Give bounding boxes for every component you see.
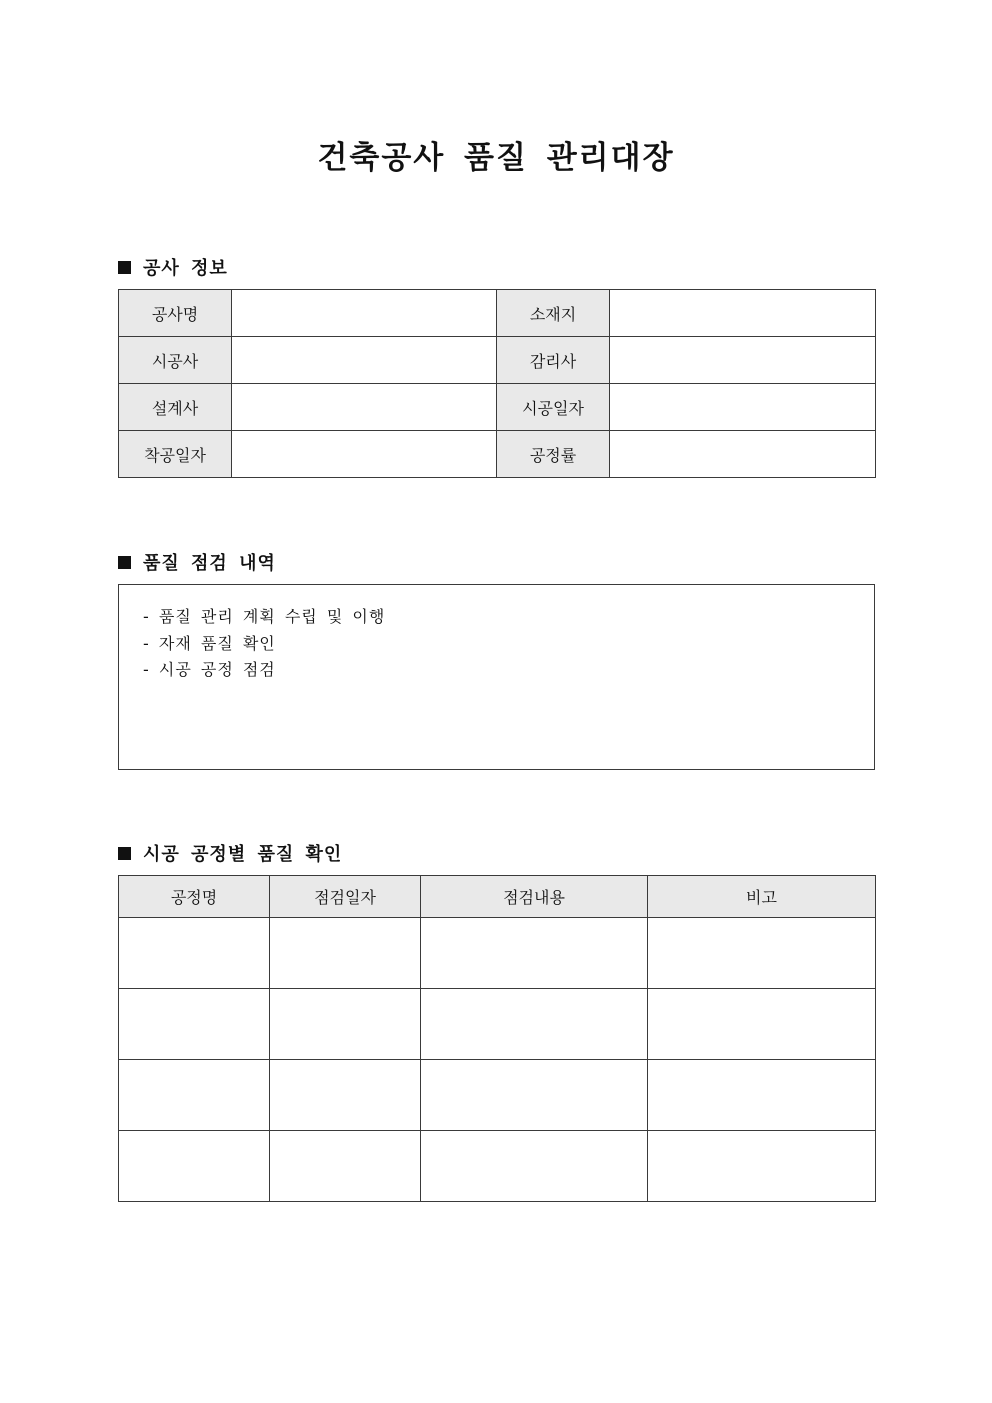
field-value-project-name[interactable] xyxy=(232,290,497,337)
table-cell[interactable] xyxy=(270,1060,421,1131)
square-bullet-icon xyxy=(118,847,131,860)
field-label-supervisor: 감리사 xyxy=(497,337,610,384)
section-heading-label: 시공 공정별 품질 확인 xyxy=(143,844,343,865)
table-row xyxy=(119,384,876,431)
field-label-construction-date: 시공일자 xyxy=(497,384,610,431)
column-header-check-content: 점검내용 xyxy=(421,876,648,918)
quality-check-box[interactable] xyxy=(118,584,875,770)
table-cell[interactable] xyxy=(421,918,648,989)
field-value-contractor[interactable] xyxy=(232,337,497,384)
field-label-start-date: 착공일자 xyxy=(119,431,232,478)
square-bullet-icon xyxy=(118,556,131,569)
field-value-designer[interactable] xyxy=(232,384,497,431)
table-cell[interactable] xyxy=(648,1131,876,1202)
document-title: 건축공사 품질 관리대장 xyxy=(317,140,675,176)
project-info-table xyxy=(118,289,876,478)
field-label-contractor: 시공사 xyxy=(119,337,232,384)
table-header-row xyxy=(119,876,876,918)
table-row xyxy=(119,290,876,337)
table-row xyxy=(119,1060,876,1131)
field-value-location[interactable] xyxy=(610,290,876,337)
section-heading-check xyxy=(118,549,276,575)
table-cell[interactable] xyxy=(119,989,270,1060)
field-label-project-name: 공사명 xyxy=(119,290,232,337)
table-cell[interactable] xyxy=(119,1131,270,1202)
table-cell[interactable] xyxy=(648,1060,876,1131)
table-cell[interactable] xyxy=(421,1131,648,1202)
section-heading-label: 공사 정보 xyxy=(143,258,228,279)
square-bullet-icon xyxy=(118,261,131,274)
column-header-process-name: 공정명 xyxy=(119,876,270,918)
section-heading-process xyxy=(118,840,342,866)
table-cell[interactable] xyxy=(270,918,421,989)
table-cell[interactable] xyxy=(648,989,876,1060)
check-item-list xyxy=(119,585,874,684)
table-cell[interactable] xyxy=(421,1060,648,1131)
table-cell[interactable] xyxy=(119,1060,270,1131)
section-heading-label: 품질 점검 내역 xyxy=(143,553,276,574)
field-value-start-date[interactable] xyxy=(232,431,497,478)
field-label-designer: 설계사 xyxy=(119,384,232,431)
table-row xyxy=(119,918,876,989)
table-cell[interactable] xyxy=(119,918,270,989)
column-header-remarks: 비고 xyxy=(648,876,876,918)
table-cell[interactable] xyxy=(270,1131,421,1202)
list-item: - 품질 관리 계획 수립 및 이행 xyxy=(143,607,386,626)
list-item: - 자재 품질 확인 xyxy=(143,633,276,653)
table-cell[interactable] xyxy=(270,989,421,1060)
field-value-supervisor[interactable] xyxy=(610,337,876,384)
table-row xyxy=(119,989,876,1060)
column-header-check-date: 점검일자 xyxy=(270,876,421,918)
field-label-progress-rate: 공정률 xyxy=(497,431,610,478)
section-heading-info xyxy=(118,254,228,280)
table-cell[interactable] xyxy=(648,918,876,989)
field-label-location: 소재지 xyxy=(497,290,610,337)
process-quality-table xyxy=(118,875,876,1202)
table-row xyxy=(119,337,876,384)
table-row xyxy=(119,431,876,478)
table-row xyxy=(119,1131,876,1202)
field-value-progress-rate[interactable] xyxy=(610,431,876,478)
list-item: - 시공 공정 점검 xyxy=(143,660,276,679)
field-value-construction-date[interactable] xyxy=(610,384,876,431)
table-cell[interactable] xyxy=(421,989,648,1060)
